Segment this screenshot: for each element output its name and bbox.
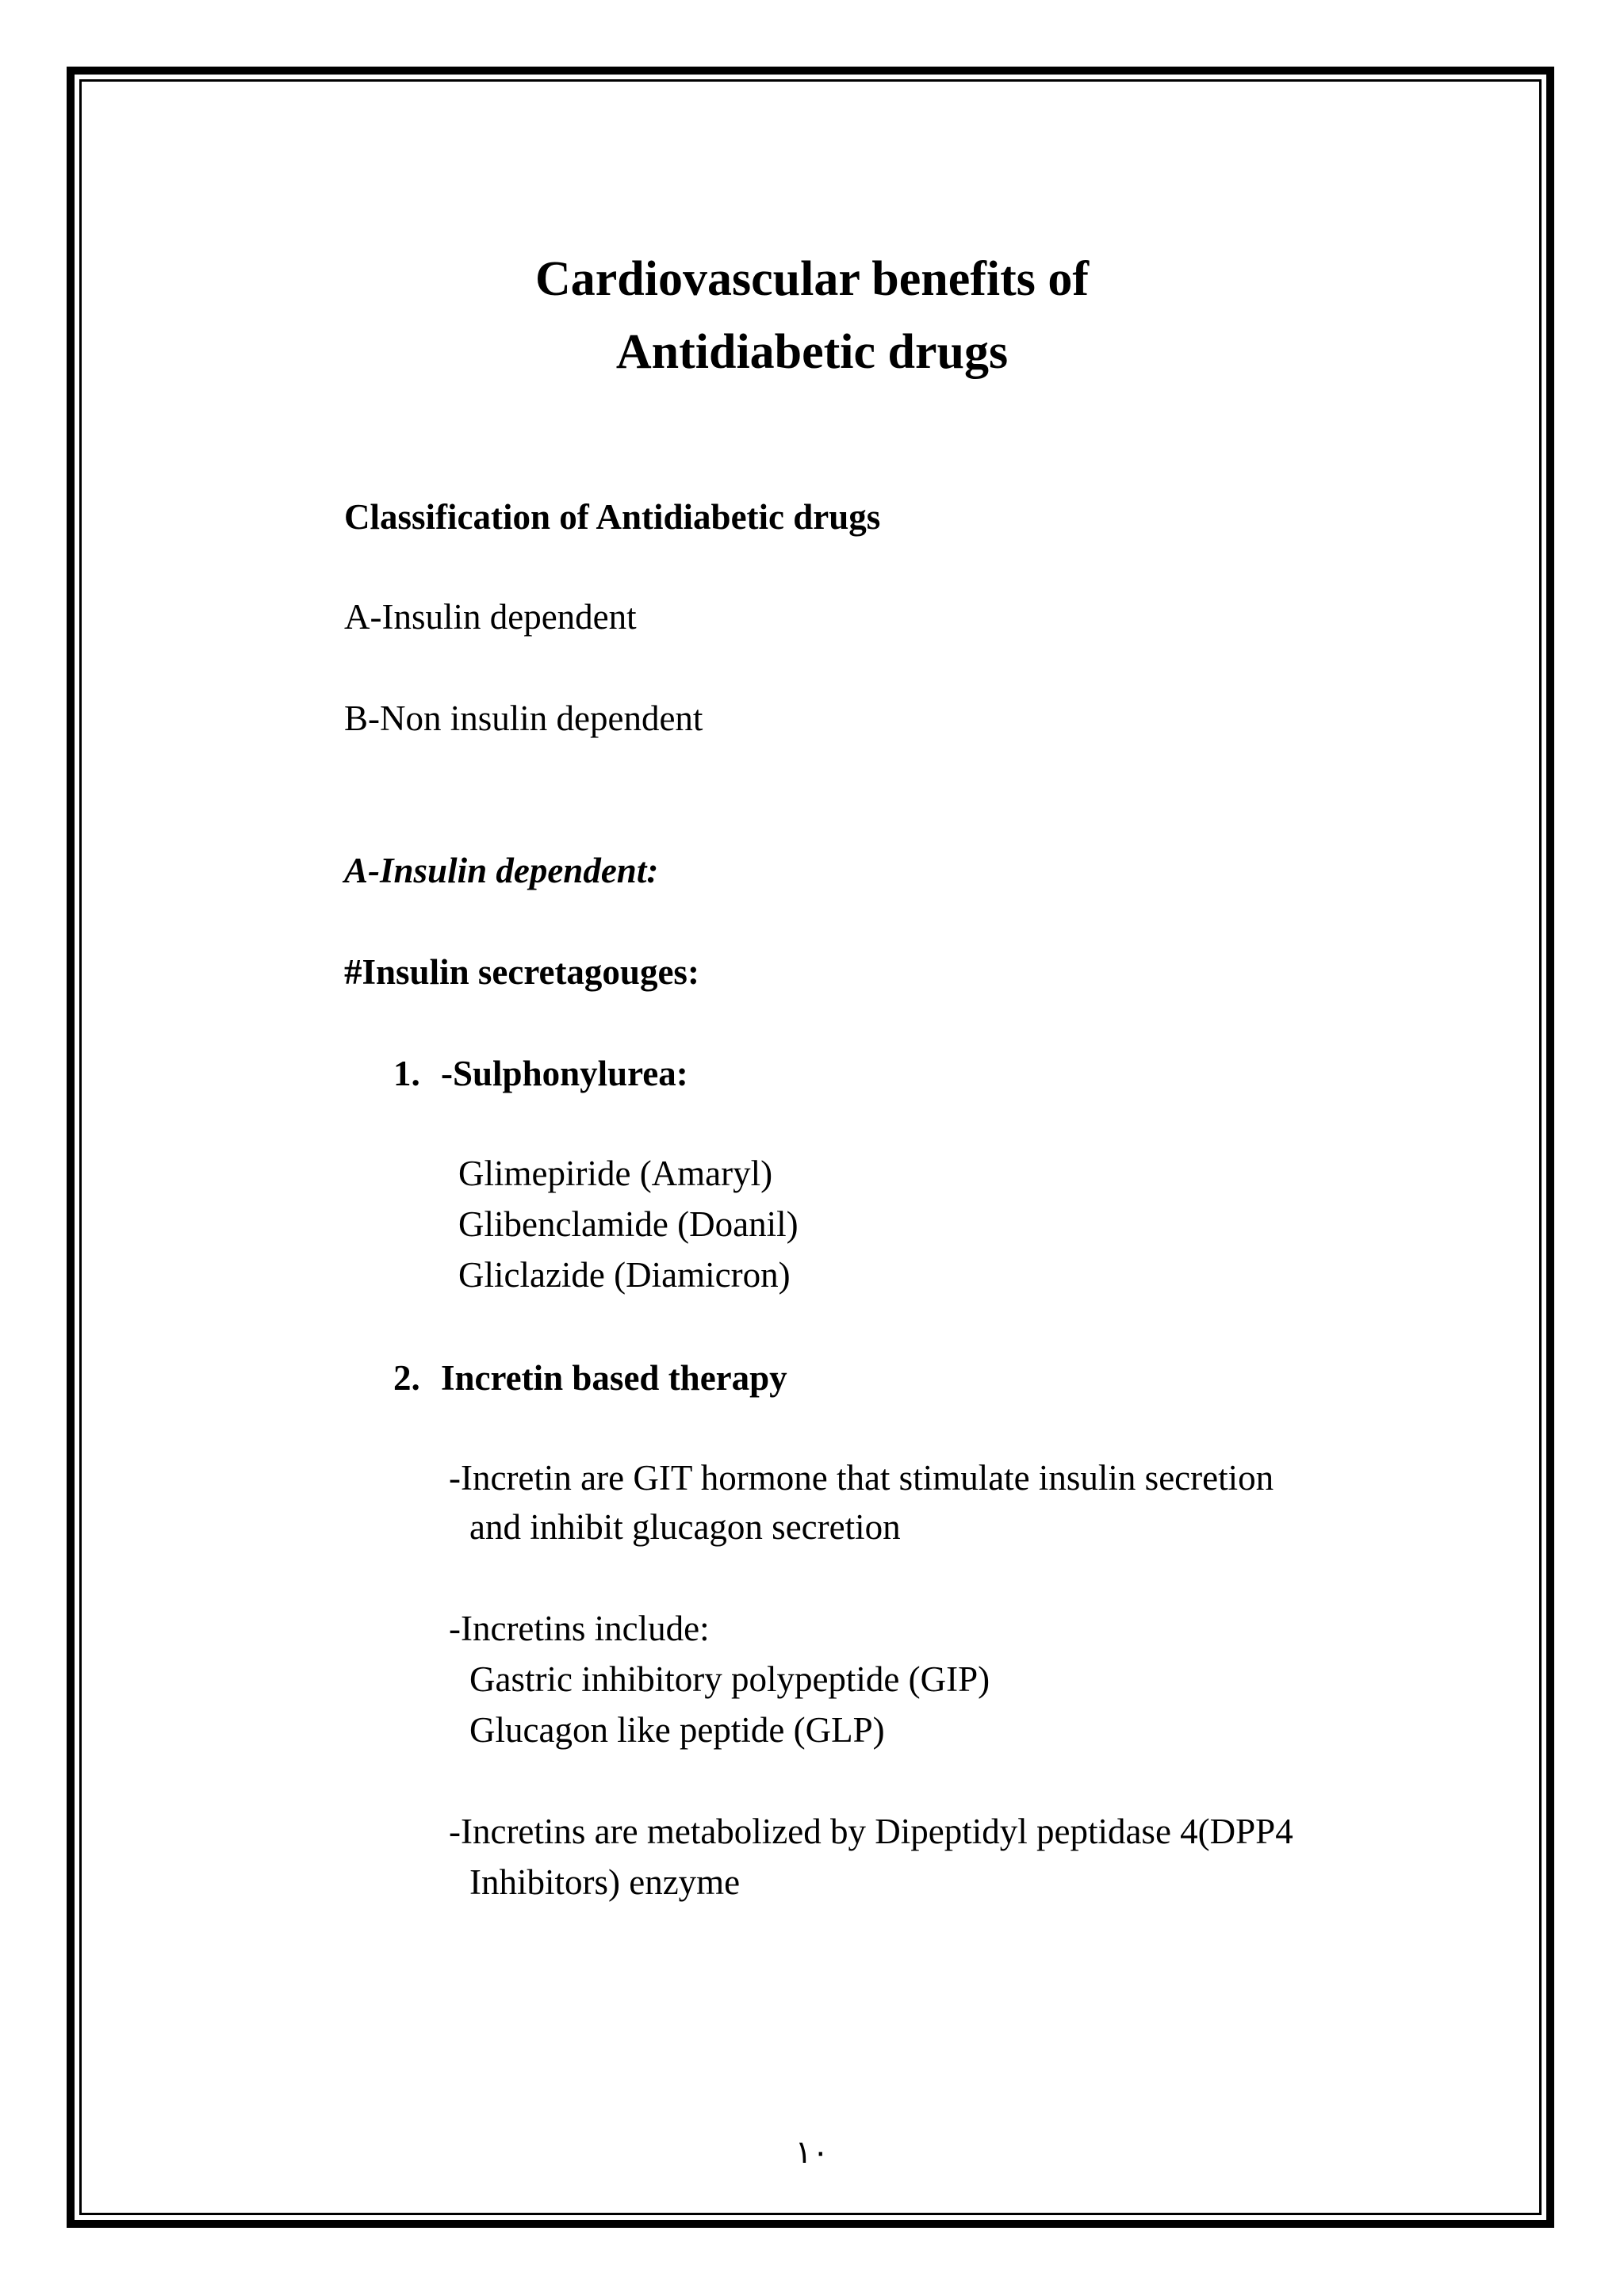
incretin-para2-line2: Gastric inhibitory polypeptide (GIP) bbox=[469, 1659, 990, 1699]
classification-item-a: A-Insulin dependent bbox=[344, 597, 637, 637]
title-line-1: Cardiovascular benefits of bbox=[534, 252, 1090, 306]
classification-heading: Classification of Antidiabetic drugs bbox=[344, 497, 881, 537]
list-item-1-number: 1. bbox=[393, 1054, 420, 1093]
drug-glibenclamide: Glibenclamide (Doanil) bbox=[458, 1204, 799, 1244]
incretin-para3-line1: -Incretins are metabolized by Dipeptidyl peptidase 4(DPP4 bbox=[449, 1812, 1293, 1851]
incretin-para1-line2: and inhibit glucagon secretion bbox=[469, 1507, 901, 1547]
list-item-1-label: -Sulphonylurea: bbox=[441, 1054, 688, 1093]
title-line-2: Antidiabetic drugs bbox=[615, 325, 1009, 379]
page-title bbox=[0, 243, 1624, 388]
secretagogues-heading: #Insulin secretagouges: bbox=[344, 952, 699, 992]
page-border-inner bbox=[79, 79, 1542, 2215]
drug-glimepiride: Glimepiride (Amaryl) bbox=[458, 1154, 773, 1193]
incretin-para1-line1: -Incretin are GIT hormone that stimulate insulin secretion bbox=[449, 1458, 1274, 1498]
drug-gliclazide: Gliclazide (Diamicron) bbox=[458, 1255, 791, 1295]
incretin-para2-line1: -Incretins include: bbox=[449, 1609, 710, 1648]
list-item-2-number: 2. bbox=[393, 1358, 420, 1398]
incretin-para2-line3: Glucagon like peptide (GLP) bbox=[469, 1710, 885, 1750]
incretin-para3-line2: Inhibitors) enzyme bbox=[469, 1862, 741, 1902]
section-a-heading: A-Insulin dependent: bbox=[344, 851, 659, 890]
page-number: ١٠ bbox=[795, 2134, 829, 2170]
list-item-2-label: Incretin based therapy bbox=[441, 1358, 787, 1398]
classification-item-b: B-Non insulin dependent bbox=[344, 698, 703, 738]
